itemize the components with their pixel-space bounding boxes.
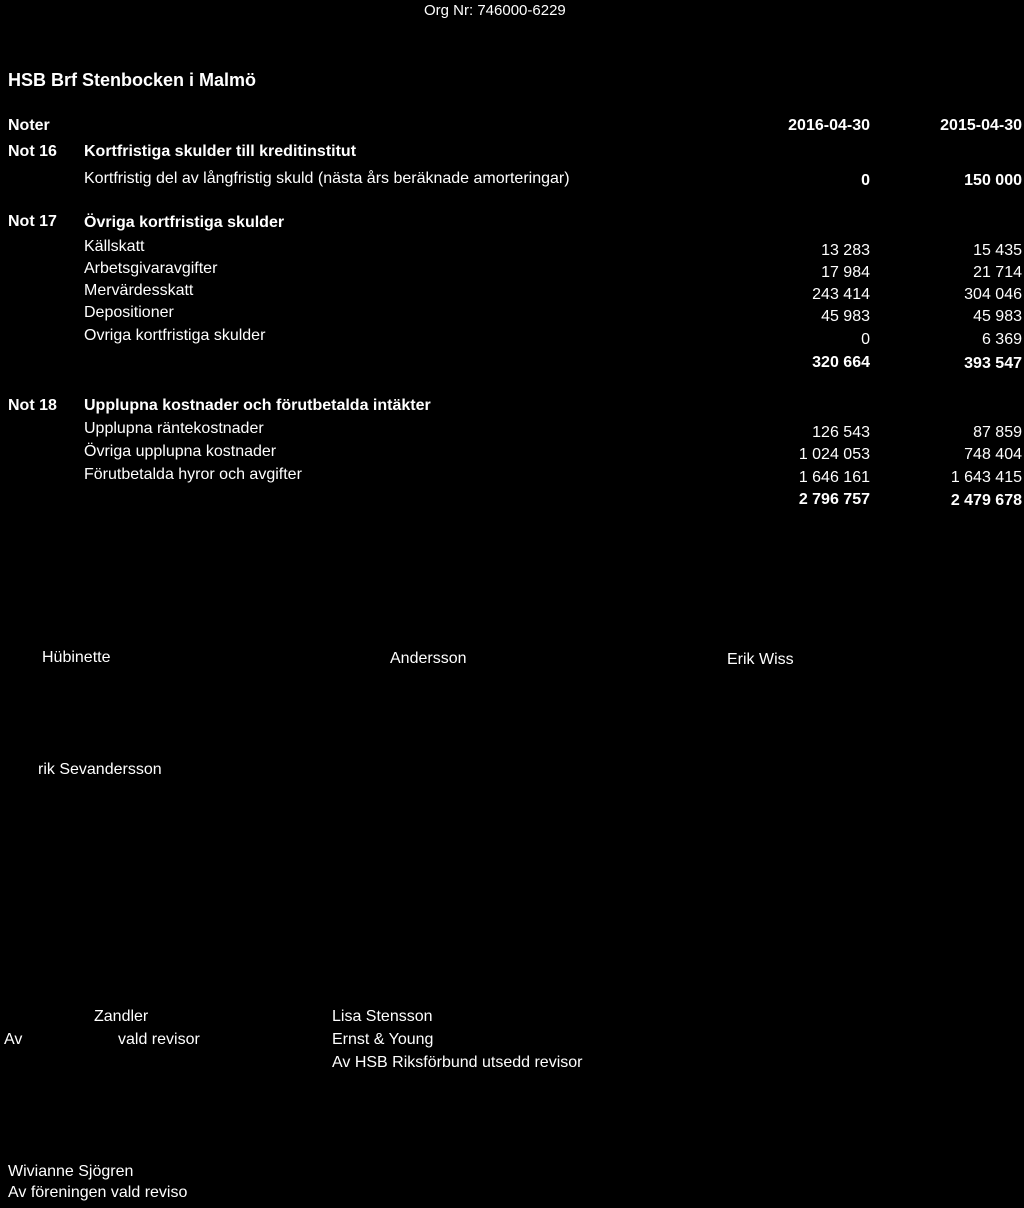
note-17-row-value-2016: 17 984 <box>821 264 870 281</box>
note-18-row-text: Övriga upplupna kostnader <box>84 443 277 460</box>
auditor-3-name: Wivianne Sjögren <box>8 1163 134 1180</box>
note-17-total-2016: 320 664 <box>812 354 870 371</box>
auditor-2-name: Lisa Stensson <box>332 1008 433 1025</box>
year2-header: 2015-04-30 <box>940 117 1022 134</box>
note-17-heading: Övriga kortfristiga skulder <box>84 214 285 231</box>
note-16-label: Not 16 <box>8 143 57 160</box>
note-17-label: Not 17 <box>8 213 57 230</box>
note-18-row-value-2015: 1 643 415 <box>950 469 1022 486</box>
note-17-row-value-2015: 6 369 <box>981 331 1022 348</box>
auditor-3-role: Av föreningen vald reviso <box>8 1184 188 1201</box>
auditor-2-firm: Ernst & Young <box>332 1031 434 1048</box>
note-18-row-value-2015: 87 859 <box>973 424 1022 441</box>
note-17-row-value-2015: 21 714 <box>973 264 1022 281</box>
note-16-row-text: Kortfristig del av långfristig skuld (nästa års beräknade amorteringar) <box>84 170 570 187</box>
note-17-row-value-2016: 45 983 <box>821 308 870 325</box>
note-18-row-value-2016: 1 024 053 <box>798 446 870 463</box>
note-17-total-2015: 393 547 <box>964 355 1022 372</box>
note-18-total-2016: 2 796 757 <box>798 491 870 508</box>
note-16-heading: Kortfristiga skulder till kreditinstitut <box>84 143 357 160</box>
note-18-heading: Upplupna kostnader och förutbetalda intäkter <box>84 397 431 414</box>
note-18-row-text: Förutbetalda hyror och avgifter <box>84 466 302 483</box>
note-18-total-2015: 2 479 678 <box>950 492 1022 509</box>
note-18-row-value-2016: 1 646 161 <box>798 469 870 486</box>
note-18-row-value-2015: 748 404 <box>964 446 1022 463</box>
note-17-row-text: Depositioner <box>84 304 174 321</box>
note-17-row-value-2016: 243 414 <box>812 286 870 303</box>
org-number: Org Nr: 746000-6229 <box>424 2 566 19</box>
auditor-1-role: vald revisor <box>118 1031 200 1048</box>
note-17-row-value-2015: 45 983 <box>973 308 1022 325</box>
note-17-row-text: Arbetsgivaravgifter <box>84 260 218 277</box>
note-17-row-value-2016: 0 <box>861 331 870 348</box>
note-17-row-value-2015: 15 435 <box>973 242 1022 259</box>
signature-board-3: Erik Wiss <box>727 651 794 668</box>
note-17-row-text: Mervärdesskatt <box>84 282 194 299</box>
note-17-row-value-2016: 13 283 <box>821 242 870 259</box>
signature-board-1: Hübinette <box>42 649 111 666</box>
note-17-row-text: Källskatt <box>84 238 145 255</box>
note-18-label: Not 18 <box>8 397 57 414</box>
notes-column-label: Noter <box>8 117 50 134</box>
company-title: HSB Brf Stenbocken i Malmö <box>8 70 257 90</box>
auditor-2-role: Av HSB Riksförbund utsedd revisor <box>332 1054 583 1071</box>
note-17-row-value-2015: 304 046 <box>964 286 1022 303</box>
note-18-row-value-2016: 126 543 <box>812 424 870 441</box>
signature-board-2: Andersson <box>390 650 467 667</box>
signature-board-4: rik Sevandersson <box>38 761 162 778</box>
auditor-1-name: Zandler <box>94 1008 149 1025</box>
note-17-row-text: Ovriga kortfristiga skulder <box>84 327 266 344</box>
note-16-row-value-2016: 0 <box>861 172 870 189</box>
year1-header: 2016-04-30 <box>788 117 870 134</box>
note-18-row-text: Upplupna räntekostnader <box>84 420 264 437</box>
auditor-1-role-prefix: Av <box>4 1031 23 1048</box>
note-16-row-value-2015: 150 000 <box>964 172 1022 189</box>
